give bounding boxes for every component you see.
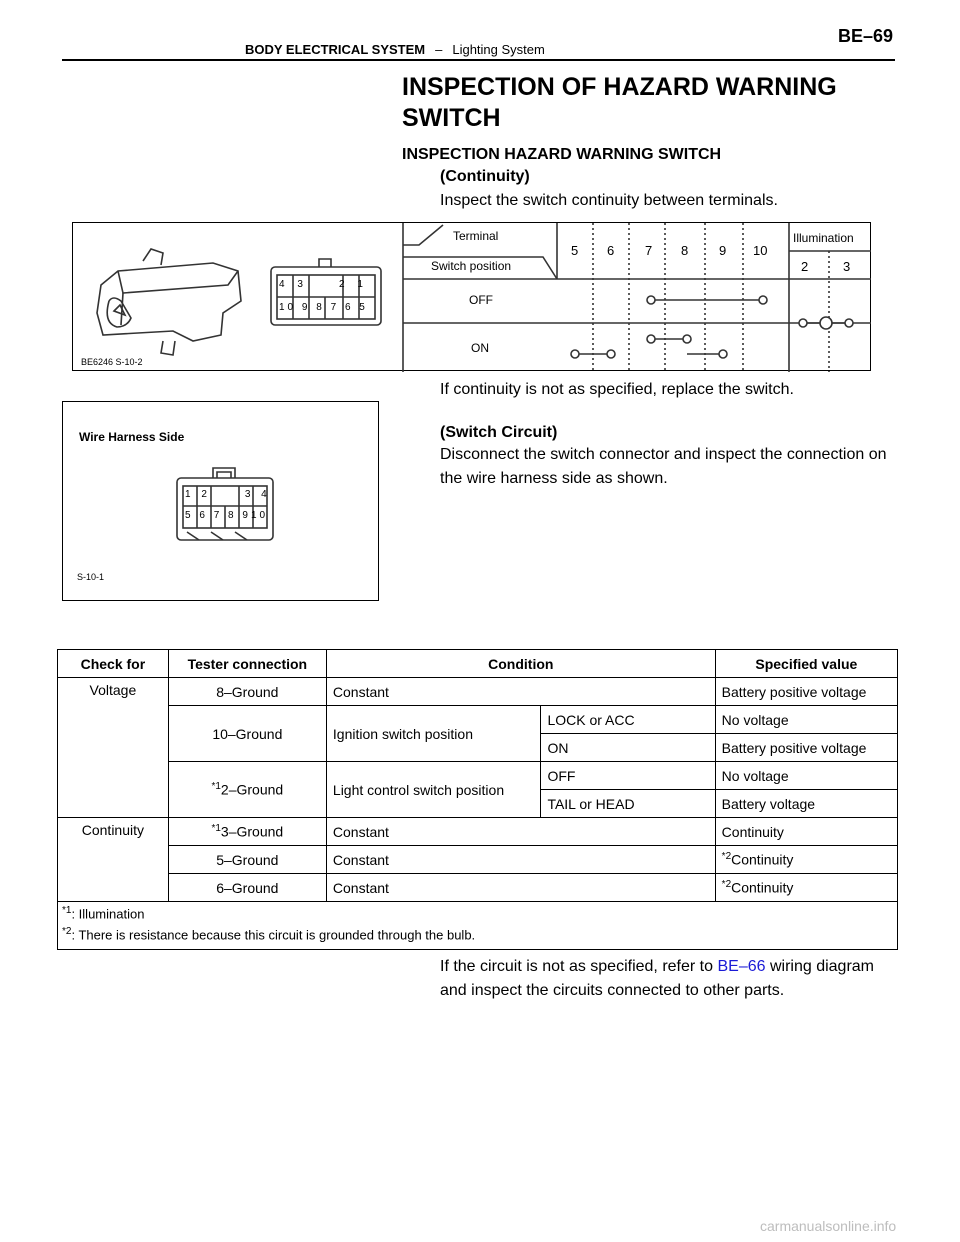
be66-link[interactable]: BE–66 xyxy=(717,958,766,975)
note1-mark: *1 xyxy=(62,905,72,916)
mark-2b: *2 xyxy=(721,879,732,891)
note1-text: : Illumination xyxy=(71,906,145,922)
cond-ignition: Ignition switch position xyxy=(326,706,541,762)
page-code: BE–69 xyxy=(838,26,894,46)
header-separator: – xyxy=(435,42,443,57)
terminal-5: 5 xyxy=(571,243,579,258)
f1-bot-1: 9 xyxy=(301,302,311,313)
cond-light-control: Light control switch position xyxy=(326,762,541,818)
col-specified-value: Specified value xyxy=(715,650,897,678)
f2-bot-5: 10 xyxy=(250,510,269,521)
switch-position-label: Switch position xyxy=(431,259,512,273)
f1-bot-0: 10 xyxy=(279,302,297,313)
cond-constant-2: Constant xyxy=(326,818,715,846)
wire-harness-figure xyxy=(62,401,379,601)
closing-paragraph xyxy=(440,955,900,1003)
table-notes xyxy=(58,902,898,950)
cond-constant: Constant xyxy=(326,678,715,706)
f1-top-3: 1 xyxy=(357,279,368,290)
f1-top-2: 2 xyxy=(339,279,350,290)
check-continuity: Continuity xyxy=(58,818,169,902)
conn-3 xyxy=(168,818,326,846)
mark-1b: *1 xyxy=(211,823,221,835)
figure2-connector-top xyxy=(185,489,271,500)
continuity-heading: (Continuity) xyxy=(440,168,530,185)
figure2-connector-bottom xyxy=(185,510,268,521)
cond-lock-acc: LOCK or ACC xyxy=(541,706,715,734)
val-continuity-3 xyxy=(715,874,897,902)
f2-top-0: 1 xyxy=(185,489,195,500)
f1-bot-2: 8 xyxy=(316,302,325,313)
illumination-label: Illumination xyxy=(793,231,854,245)
f1-bot-5: 5 xyxy=(359,302,368,313)
note-illumination xyxy=(62,902,893,923)
terminal-10: 10 xyxy=(753,243,768,258)
col-condition: Condition xyxy=(326,650,715,678)
illum-terminal-3: 3 xyxy=(843,259,851,274)
running-header xyxy=(245,42,545,57)
header-section: BODY ELECTRICAL SYSTEM xyxy=(245,42,426,57)
footer-watermark: carmanualsonline.info xyxy=(760,1218,897,1234)
cond-on: ON xyxy=(541,734,715,762)
terminal-6: 6 xyxy=(607,243,615,258)
cond-constant-3: Constant xyxy=(326,846,715,874)
note2-text: : There is resistance because this circuit is grounded through the bulb. xyxy=(71,927,476,943)
terminal-8: 8 xyxy=(681,243,689,258)
mark-2: *2 xyxy=(721,851,732,863)
conn-5: 5–Ground xyxy=(168,846,326,874)
note-resistance xyxy=(62,923,893,944)
f2-bot-1: 6 xyxy=(199,510,208,521)
f2-bot-2: 7 xyxy=(213,510,223,521)
table-row xyxy=(58,874,898,902)
col-check-for: Check for xyxy=(58,650,169,678)
cond-constant-4: Constant xyxy=(326,874,715,902)
row-off: OFF xyxy=(469,293,493,307)
figure2-code: S-10-1 xyxy=(77,572,105,582)
wire-harness-label: Wire Harness Side xyxy=(79,430,185,444)
table-header-row xyxy=(58,650,898,678)
figure1-connector-top xyxy=(279,279,368,290)
table-row xyxy=(58,706,898,734)
closing-post: wiring diagram and inspect the circuits connected to other parts. xyxy=(440,958,874,999)
val-continuity-3-text: Continuity xyxy=(731,879,794,896)
table-notes-row xyxy=(58,902,898,950)
section-heading: INSPECTION HAZARD WARNING SWITCH xyxy=(402,146,722,163)
note2-mark: *2 xyxy=(62,926,72,938)
f2-bot-4: 9 xyxy=(242,510,251,521)
f2-bot-3: 8 xyxy=(228,510,237,521)
val-battery: Battery positive voltage xyxy=(715,678,897,706)
table-row xyxy=(58,846,898,874)
f2-top-2: 3 xyxy=(244,489,255,500)
conn-8: 8–Ground xyxy=(168,678,326,706)
spec-table xyxy=(57,649,898,950)
mark-1: *1 xyxy=(211,781,221,793)
val-continuity-2-text: Continuity xyxy=(731,851,794,868)
f2-top-3: 4 xyxy=(261,489,271,500)
conn-2-text: 2–Ground xyxy=(220,781,284,798)
table-row xyxy=(58,818,898,846)
check-voltage: Voltage xyxy=(58,678,169,818)
switch-circuit-instruction: Disconnect the switch connector and inspect the connection on the wire harness side as shown. xyxy=(440,446,887,487)
val-battery-voltage: Battery voltage xyxy=(715,790,897,818)
illum-terminal-2: 2 xyxy=(801,259,809,274)
header-subsection: Lighting System xyxy=(452,42,545,57)
val-continuity-2 xyxy=(715,846,897,874)
cond-tail-head: TAIL or HEAD xyxy=(541,790,715,818)
f1-bot-3: 7 xyxy=(330,302,340,313)
row-on: ON xyxy=(471,341,489,355)
val-continuity: Continuity xyxy=(715,818,897,846)
f2-bot-0: 5 xyxy=(185,510,194,521)
col-tester-connection: Tester connection xyxy=(168,650,326,678)
val-no-voltage-2: No voltage xyxy=(715,762,897,790)
switch-circuit-heading: (Switch Circuit) xyxy=(440,424,558,441)
closing-pre: If the circuit is not as specified, refer to xyxy=(440,958,714,975)
switch-continuity-figure xyxy=(72,222,871,371)
f2-top-1: 2 xyxy=(201,489,211,500)
val-no-voltage: No voltage xyxy=(715,706,897,734)
conn-2 xyxy=(168,762,326,818)
terminal-9: 9 xyxy=(719,243,727,258)
conn-10: 10–Ground xyxy=(168,706,326,762)
page-title: INSPECTION OF HAZARD WARNING SWITCH xyxy=(402,73,837,132)
header-rule xyxy=(62,59,895,61)
f1-top-1: 3 xyxy=(297,279,308,290)
figure1-code: BE6246 S-10-2 xyxy=(81,357,143,367)
terminal-7: 7 xyxy=(645,243,653,258)
f1-top-0: 4 xyxy=(279,279,290,290)
conn-6: 6–Ground xyxy=(168,874,326,902)
figure1-connector-bottom xyxy=(279,302,368,313)
f1-bot-4: 6 xyxy=(344,302,354,313)
continuity-result-text: If continuity is not as specified, replace the switch. xyxy=(440,381,794,398)
continuity-instruction: Inspect the switch continuity between terminals. xyxy=(440,192,778,209)
wire-harness-connector xyxy=(63,402,380,602)
table-row xyxy=(58,678,898,706)
terminal-label: Terminal xyxy=(453,229,499,243)
conn-3-text: 3–Ground xyxy=(220,823,284,840)
table-row xyxy=(58,762,898,790)
cond-off: OFF xyxy=(541,762,715,790)
val-battery-positive: Battery positive voltage xyxy=(715,734,897,762)
